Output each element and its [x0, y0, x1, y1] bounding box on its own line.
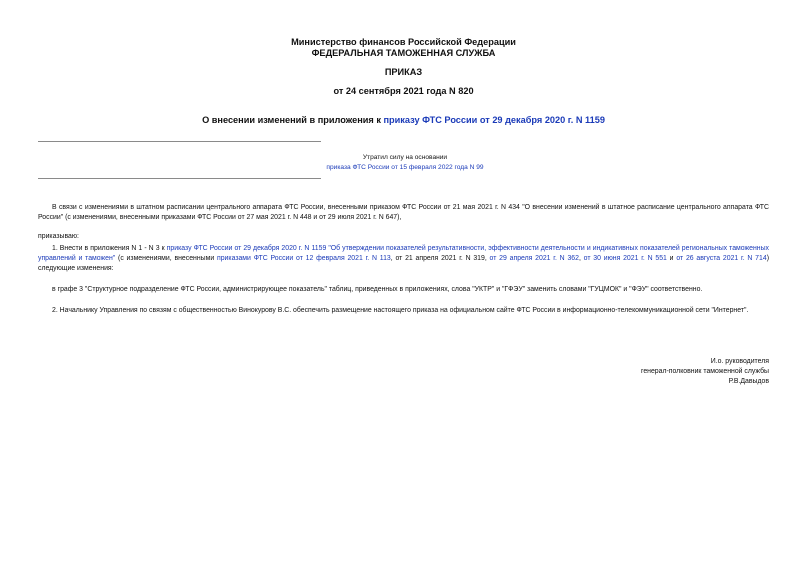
- preamble-paragraph: В связи с изменениями в штатном расписании центрального аппарата ФТС России, внесенными приказом ФТС России от 21 мая 2021 г. N 434 "О внесении изменений в штатное расписание центрального аппарата ФТС России" (с изменениями, внесенными приказами ФТС России от 27 мая 2021 г. N 448 и от 29 июля 2021 г. N 647),: [38, 204, 769, 221]
- item-1-text-6: ) следующие изменения:: [38, 255, 769, 272]
- service-name: ФЕДЕРАЛЬНАЯ ТАМОЖЕННАЯ СЛУЖБА: [311, 48, 496, 58]
- item-1-link-order-551[interactable]: от 30 июня 2021 г. N 551: [583, 255, 667, 262]
- item-1-link-order-362[interactable]: от 29 апреля 2021 г. N 362: [489, 255, 579, 262]
- item-1-link-order-714[interactable]: от 26 августа 2021 г. N 714: [676, 255, 767, 262]
- item-1-sub-paragraph: в графе 3 "Структурное подразделение ФТС России, администрирующее показатель" таблиц, приведенных в приложениях, слова "УКТР" и "ГФЭУ" заменить словами "ГУЦМОК" и "ФЭУ" соответственно.: [52, 286, 703, 293]
- item-1-text-2: (с изменениями, внесенными: [115, 255, 217, 262]
- signature-block: [469, 357, 769, 387]
- item-1-text-1: 1. Внести в приложения N 1 - N 3 к: [52, 245, 167, 252]
- repeal-note-text: Утратил силу на основании: [362, 154, 448, 161]
- repeal-note: [300, 153, 510, 173]
- item-2-paragraph: 2. Начальнику Управления по связям с общественностью Винокурову В.С. обеспечить размещение настоящего приказа на официальном сайте ФТС России в информационно-телекоммуникационной сети "Интернет".: [52, 307, 749, 314]
- item-1-text-3: , от 21 апреля 2021 г. N 319,: [390, 255, 490, 262]
- item-1-link-order-113[interactable]: приказами ФТС России от 12 февраля 2021 г. N 113: [216, 255, 391, 262]
- repeal-note-link[interactable]: приказа ФТС России от 15 февраля 2022 года N 99: [326, 164, 484, 171]
- signature-position: И.о. руководителя: [710, 358, 769, 365]
- signature-name: Р.В.Давыдов: [728, 378, 769, 385]
- order-word: приказываю:: [38, 233, 79, 240]
- item-1-text-5: и: [666, 255, 677, 262]
- document-type: ПРИКАЗ: [384, 67, 423, 77]
- ministry-name: Министерство финансов Российской Федерации: [291, 37, 516, 47]
- document-title: [0, 115, 807, 126]
- title-order-link[interactable]: приказу ФТС России от 29 декабря 2020 г. N 1159: [383, 115, 605, 125]
- divider-top: [38, 141, 321, 142]
- item-1-text-4: ,: [578, 255, 584, 262]
- divider-bottom: [38, 178, 321, 179]
- item-1-paragraph: [38, 244, 769, 274]
- item-1-link-base-order[interactable]: приказу ФТС России от 29 декабря 2020 г. N 1159 "Об утверждении показателей результативности, эффективности деятельности и индикативных показателей региональных таможенных управлений и таможен": [38, 245, 769, 262]
- signature-rank: генерал-полковник таможенной службы: [640, 368, 769, 375]
- document-date-number: от 24 сентября 2021 года N 820: [333, 86, 474, 96]
- title-prefix: О внесении изменений в приложения к: [202, 115, 384, 125]
